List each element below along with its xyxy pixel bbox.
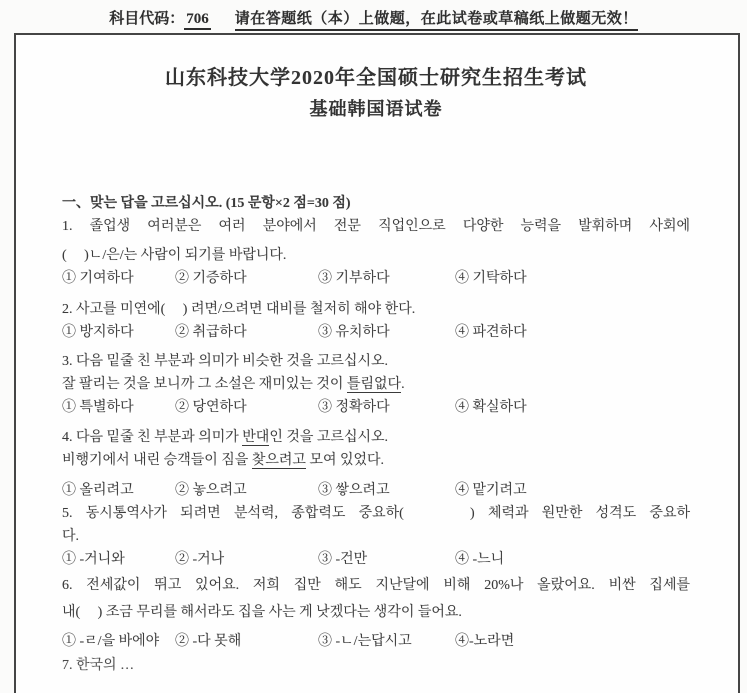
q4-sentence-post: 모여 있었다. bbox=[305, 453, 385, 468]
q5-option-2: ② -거나 bbox=[175, 552, 225, 567]
q5-option-3: ③ -건만 bbox=[318, 552, 368, 567]
q6-options bbox=[62, 630, 690, 653]
q3-option-1: ① 특별하다 bbox=[62, 400, 134, 415]
q3-option-4: ④ 확실하다 bbox=[455, 400, 527, 415]
q4-option-2: ② 놓으려고 bbox=[175, 483, 247, 498]
q4-underlined-word: 찾으려고 bbox=[251, 453, 306, 468]
q2-options bbox=[62, 321, 690, 344]
q6-option-1: ① -ㄹ/을 바에야 bbox=[62, 634, 160, 649]
scanned-page bbox=[14, 33, 740, 693]
q1-option-4: ④ 기탁하다 bbox=[455, 271, 527, 286]
q1-line2: ( )ㄴ/은/는 사람이 되기를 바랍니다. bbox=[62, 248, 287, 263]
q4-line1 bbox=[62, 426, 690, 449]
q1-options bbox=[62, 267, 690, 290]
q4-sentence-pre: 비행기에서 내린 승객들이 짐을 bbox=[62, 453, 252, 468]
q3-options bbox=[62, 396, 690, 419]
q4-option-4: ④ 맡기려고 bbox=[455, 483, 527, 498]
exam-header bbox=[0, 7, 747, 31]
q4-option-1: ① 올리려고 bbox=[62, 483, 134, 498]
q5-option-1: ① -거니와 bbox=[62, 552, 125, 567]
q2-line1: 2. 사고를 미연에( ) 려면/으려면 대비를 철저히 해야 한다. bbox=[62, 302, 416, 317]
q5-line1: 5. 동시통역사가 되려면 분석력, 종합력도 중요하( ) 체력과 원만한 성격도 중요하 bbox=[62, 506, 690, 521]
q3-option-2: ② 당연하다 bbox=[175, 400, 247, 415]
q6-option-2: ② -다 못해 bbox=[175, 634, 242, 649]
q5-options bbox=[62, 548, 690, 571]
q2-option-4: ④ 파견하다 bbox=[455, 325, 527, 340]
q4-underlined-keyword: 반대 bbox=[242, 430, 270, 445]
q1-option-3: ③ 기부하다 bbox=[318, 271, 390, 286]
subject-code-group bbox=[109, 7, 211, 28]
q3-option-3: ③ 정확하다 bbox=[318, 400, 390, 415]
section-points-note: (15 문항×2 점=30 점) bbox=[225, 196, 351, 211]
q3-sentence-post: . bbox=[401, 377, 405, 392]
section-one bbox=[62, 192, 690, 677]
q4-sentence bbox=[62, 449, 690, 472]
q4-line1-pre: 4. 다음 밑줄 친 부분과 의미가 bbox=[62, 430, 243, 445]
paper-subtitle: 基础韩国语试卷 bbox=[309, 99, 443, 119]
q4-line1-post: 인 것을 고르십시오. bbox=[269, 430, 389, 445]
q3-sentence-pre: 잘 팔리는 것을 보니까 그 소설은 재미있는 것이 bbox=[62, 377, 347, 392]
q6-option-4: ④-노라면 bbox=[455, 634, 515, 649]
q6-line1: 6. 전세값이 뛰고 있어요. 저희 집만 해도 지난달에 비해 20%나 올랐어요. 비싼 집세를 bbox=[62, 578, 690, 593]
q3-underlined-word: 틀림없다 bbox=[346, 377, 402, 392]
q5-option-4: ④ -느니 bbox=[455, 552, 505, 567]
q4-option-3: ③ 쌓으려고 bbox=[318, 483, 390, 498]
subject-code-label: 科目代码： bbox=[109, 11, 185, 27]
q5-line2: 다. bbox=[62, 529, 80, 544]
section-heading bbox=[62, 192, 690, 215]
q4-options bbox=[62, 479, 690, 502]
q3-line1: 3. 다음 밑줄 친 부분과 의미가 비슷한 것을 고르십시오. bbox=[62, 354, 389, 369]
q1-option-2: ② 기증하다 bbox=[175, 271, 247, 286]
q1-line1: 1. 졸업생 여러분은 여러 분야에서 전문 직업인으로 다양한 능력을 발휘하며 사회에 bbox=[62, 219, 690, 234]
q2-option-3: ③ 유치하다 bbox=[318, 325, 390, 340]
q2-option-2: ② 취급하다 bbox=[175, 325, 247, 340]
q3-sentence bbox=[62, 373, 690, 396]
q6-option-3: ③ -ㄴ/는답시고 bbox=[318, 634, 412, 649]
subject-code-value: 706 bbox=[184, 11, 211, 30]
q1-option-1: ① 기여하다 bbox=[62, 271, 134, 286]
q6-line2: 내( ) 조금 무리를 해서라도 집을 사는 게 낫겠다는 생각이 들어요. bbox=[62, 605, 462, 620]
section-heading-text: 一、맞는 답을 고르십시오. bbox=[62, 196, 223, 211]
q7-partial-line: 7. 한국의 … bbox=[62, 658, 135, 673]
paper-title: 山东科技大学2020年全国硕士研究生招生考试 bbox=[165, 67, 587, 89]
exam-warning-text: 请在答题纸（本）上做题，在此试卷或草稿纸上做题无效！ bbox=[235, 7, 638, 31]
q2-option-1: ① 방지하다 bbox=[62, 325, 134, 340]
